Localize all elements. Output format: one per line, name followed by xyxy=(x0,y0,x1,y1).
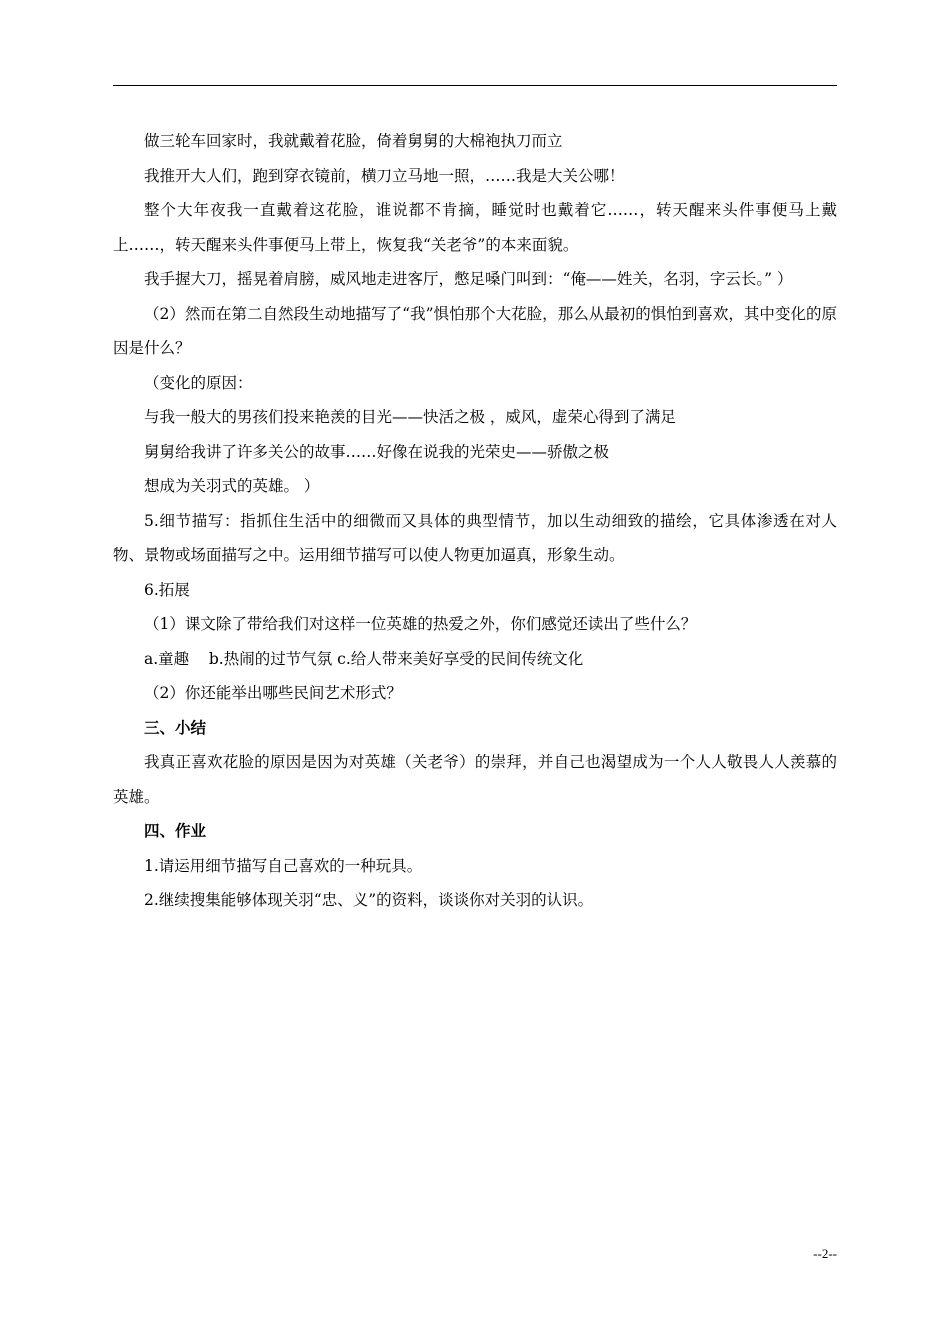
page-number: --2-- xyxy=(813,1246,837,1261)
section-heading-homework: 四、作业 xyxy=(144,822,207,840)
document-body xyxy=(113,124,837,918)
paragraph-9: 想成为关羽式的英雄。 ） xyxy=(144,477,320,495)
paragraph-7: 与我一般大的男孩们投来艳羡的目光——快活之极 ，威风，虚荣心得到了满足 xyxy=(144,408,676,426)
paragraph-11: 6.拓展 xyxy=(144,580,190,599)
paragraph-12: （1）课文除了带给我们对这样一位英雄的热爱之外，你们感觉还读出了些什么？ xyxy=(144,615,697,633)
paragraph-13: a.童趣 b.热闹的过节气氛 c.给人带来美好享受的民间传统文化 xyxy=(144,649,584,668)
paragraph-14: （2）你还能举出哪些民间艺术形式？ xyxy=(144,684,402,702)
paragraph-16: 我真正喜欢花脸的原因是因为对英雄（关老爷）的崇拜，并自己也渴望成为一个人人敬畏人人羡慕的英雄。 xyxy=(113,753,837,806)
paragraph-10: 5.细节描写：指抓住生活中的细微而又具体的典型情节，加以生动细致的描绘，它具体渗透在对人物、景物或场面描写之中。运用细节描写可以使人物更加逼真，形象生动。 xyxy=(113,511,837,564)
paragraph-5: （2）然而在第二自然段生动地描写了“我”惧怕那个大花脸，那么从最初的惧怕到喜欢，其中变化的原因是什么？ xyxy=(113,304,837,357)
paragraph-3: 整个大年夜我一直戴着这花脸，谁说都不肯摘，睡觉时也戴着它……，转天醒来头件事便马上戴上……，转天醒来头件事便马上带上，恢复我“关老爷”的本来面貌。 xyxy=(113,201,837,254)
paragraph-6: （变化的原因： xyxy=(144,373,253,392)
paragraph-1: 做三轮车回家时，我就戴着花脸，倚着舅舅的大棉袍执刀而立 xyxy=(144,132,563,150)
paragraph-4: 我手握大刀，摇晃着肩膀，威风地走进客厅，憋足嗓门叫到：“俺——姓关，名羽，字云长。” ） xyxy=(144,270,793,288)
paragraph-8: 舅舅给我讲了许多关公的故事……好像在说我的光荣史——骄傲之极 xyxy=(144,442,610,461)
section-heading-summary: 三、小结 xyxy=(144,718,207,737)
paragraph-2: 我推开大人们，跑到穿衣镜前，横刀立马地一照，……我是大关公哪！ xyxy=(144,166,625,185)
paragraph-18: 1.请运用细节描写自己喜欢的一种玩具。 xyxy=(144,856,423,875)
paragraph-19: 2.继续搜集能够体现关羽“忠、义”的资料，谈谈你对关羽的认识。 xyxy=(144,891,594,909)
header-rule xyxy=(113,85,837,86)
